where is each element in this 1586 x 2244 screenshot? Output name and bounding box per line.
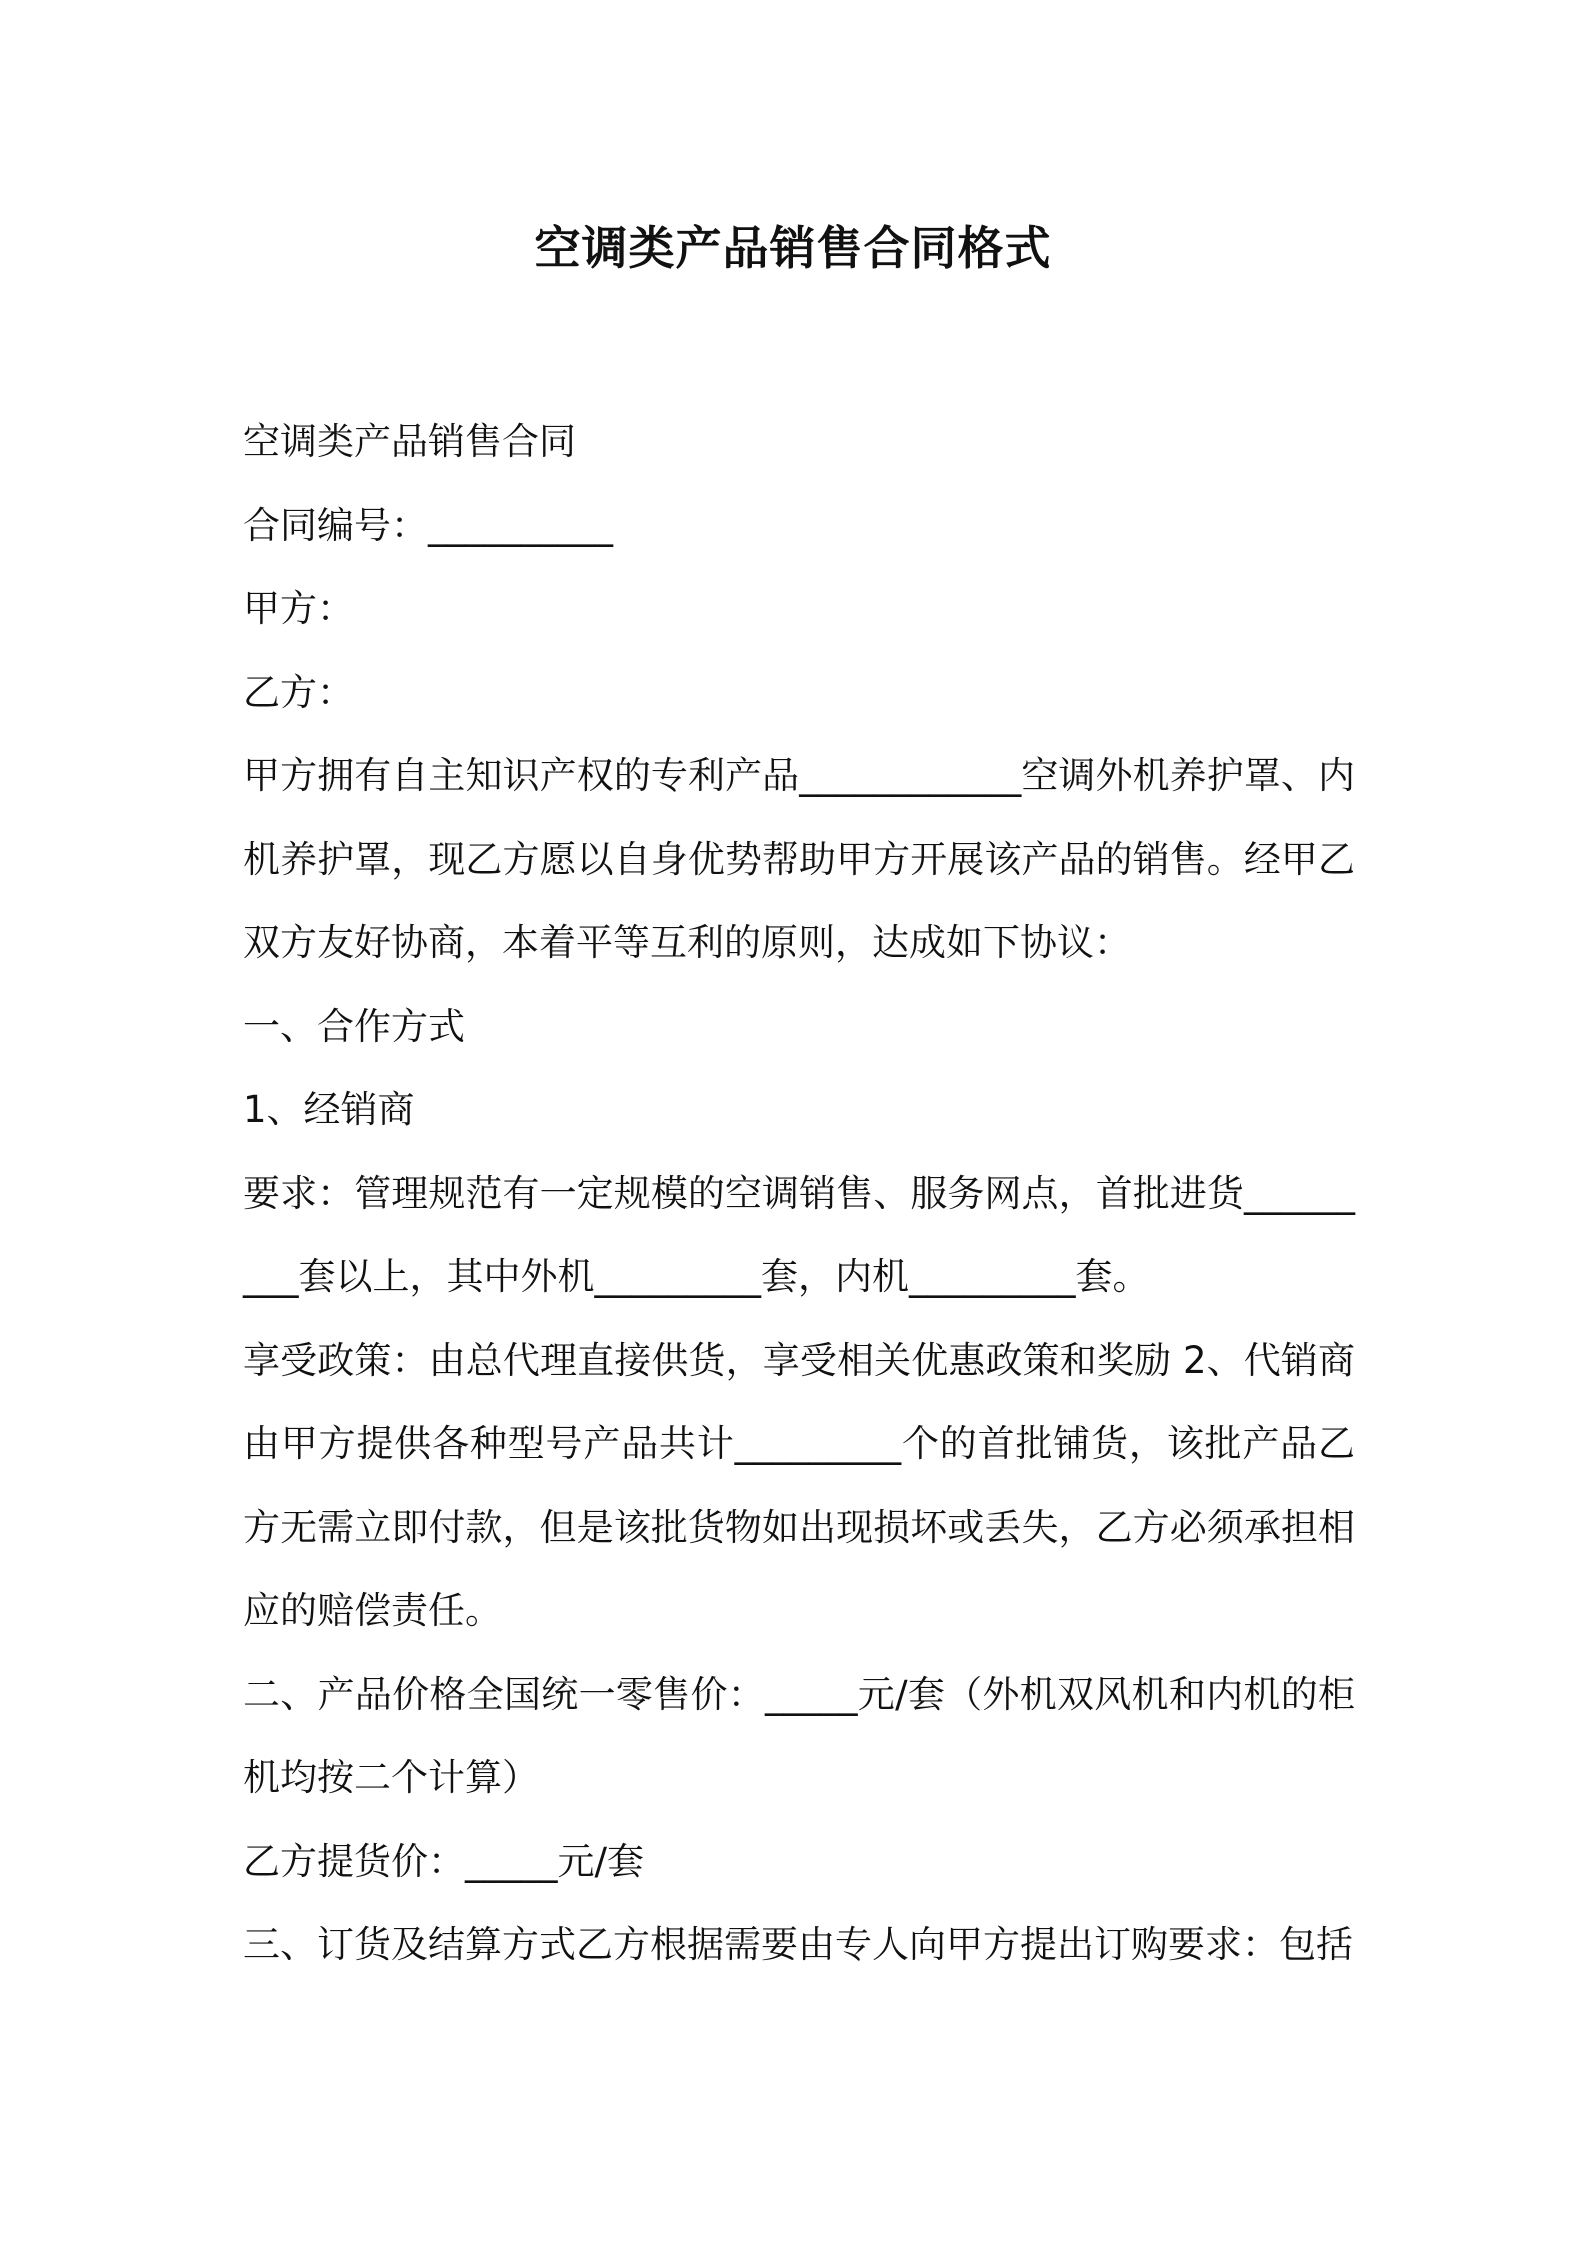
subsection-heading-distributor: 1、经销商 xyxy=(243,1088,415,1131)
distributor-requirements-paragraph: 要求：管理规范有一定规模的空调销售、服务网点，首批进货_________套以上，其中外机_________套，内机_________套。 xyxy=(243,1171,1355,1298)
party-b-line: 乙方： xyxy=(243,670,354,714)
section-heading-ordering: 三、订货及结算方式乙方根据需要由专人向甲方提出订购要求：包括 xyxy=(243,1923,1353,1966)
contract-number-line: 合同编号：__________ xyxy=(243,503,613,547)
party-a-line: 甲方： xyxy=(243,587,354,630)
document-title: 空调类产品销售合同格式 xyxy=(534,221,1052,275)
policy-paragraph: 享受政策：由总代理直接供货，享受相关优惠政策和奖励 2、代销商由甲方提供各种型号产品共计_________个的首批铺货，该批产品乙方无需立即付款，但是该批货物如出现损坏或丢失，乙方必须承担相应的赔偿责任。 xyxy=(243,1338,1355,1632)
preamble-paragraph: 甲方拥有自主知识产权的专利产品____________空调外机养护罩、内机养护罩，现乙方愿以自身优势帮助甲方开展该产品的销售。经甲乙双方友好协商，本着平等互利的原则，达成如下协议： xyxy=(243,754,1355,964)
contract-name: 空调类产品销售合同 xyxy=(243,420,576,463)
document-body xyxy=(243,400,1355,1987)
section-heading-cooperation: 一、合作方式 xyxy=(243,1004,465,1048)
section-heading-price: 二、产品价格全国统一零售价：_____元/套（外机双风机和内机的柜机均按二个计算） xyxy=(243,1672,1355,1799)
pickup-price-line: 乙方提货价：_____元/套 xyxy=(243,1839,644,1883)
